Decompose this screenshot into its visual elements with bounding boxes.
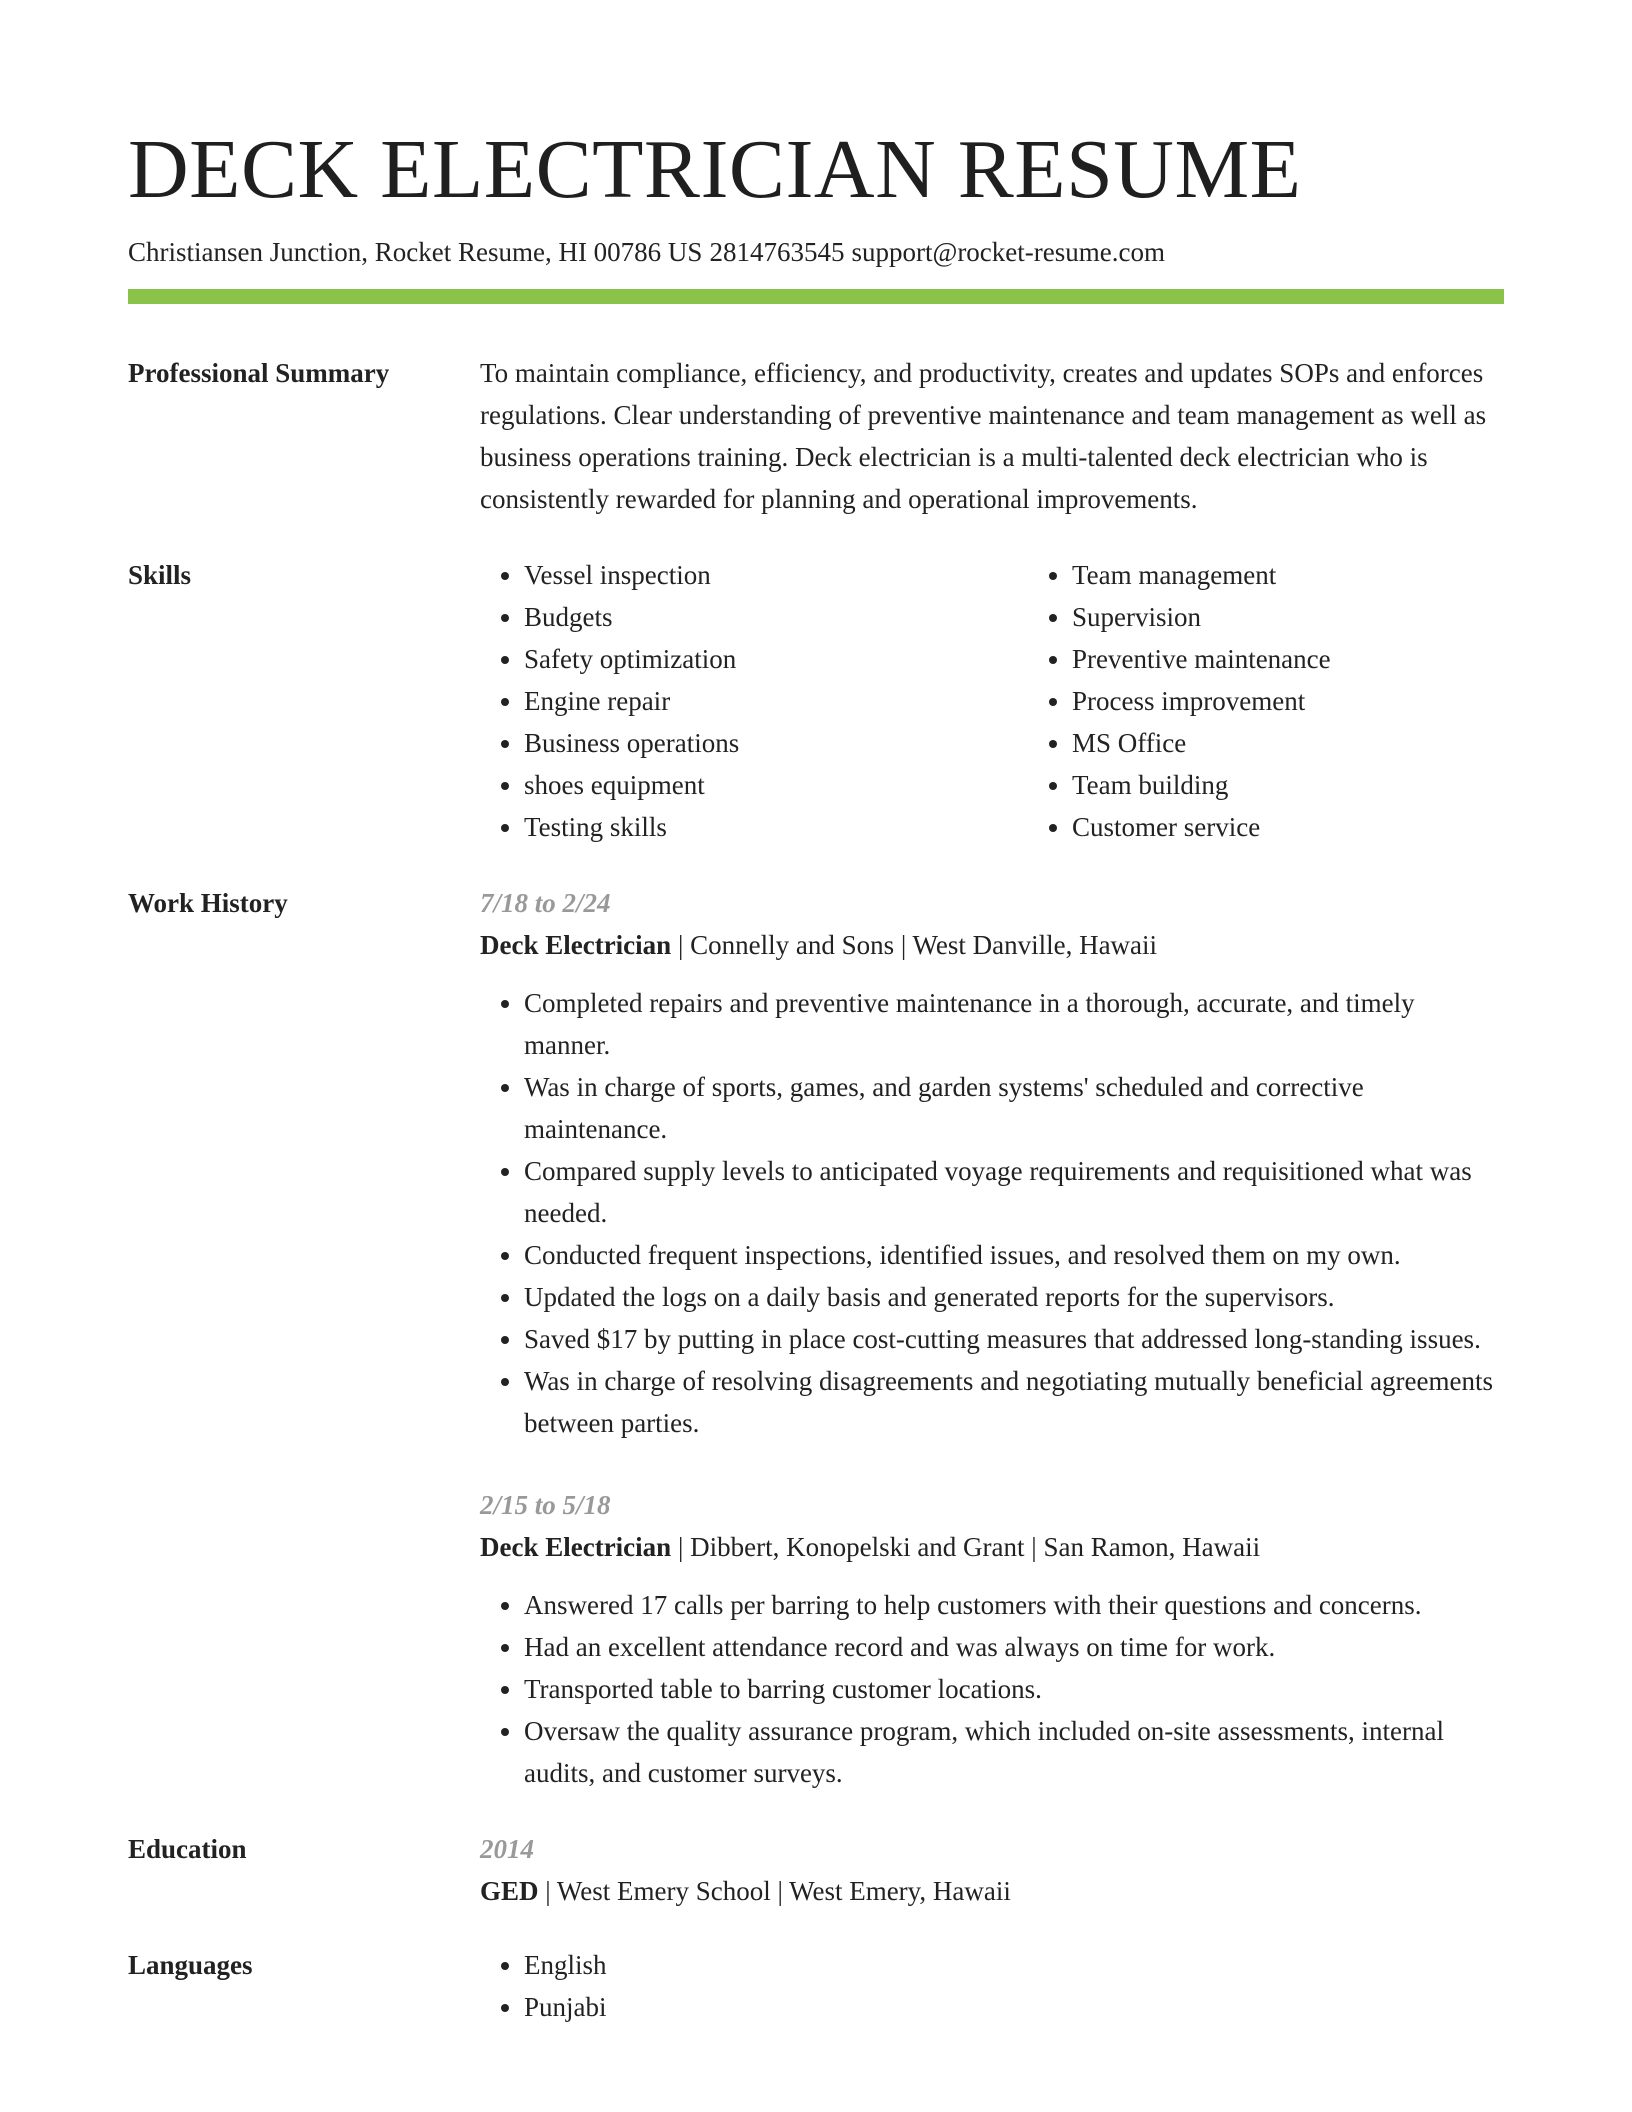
work-history-section (128, 882, 1504, 1794)
accent-divider (128, 289, 1504, 304)
job-bullet: • Was in charge of sports, games, and garden systems' scheduled and corrective maintenance. (524, 1066, 1504, 1150)
job-heading (480, 1526, 1504, 1568)
job-employer-location: | Dibbert, Konopelski and Grant | San Ramon, Hawaii (671, 1532, 1261, 1562)
job-title: Deck Electrician (480, 1532, 672, 1562)
languages-list (480, 1944, 1504, 2028)
skill-item: • Business operations (524, 722, 1028, 764)
languages-body (480, 1944, 1504, 2028)
education-body (480, 1828, 1504, 1912)
skills-list-right (1028, 554, 1576, 848)
skill-item: • Safety optimization (524, 638, 1028, 680)
job-bullet: • Completed repairs and preventive maintenance in a thorough, accurate, and timely manner. (524, 982, 1504, 1066)
languages-label: Languages (128, 1950, 253, 1980)
contact-email: support@rocket-resume.com (851, 237, 1165, 267)
job-bullet: • Compared supply levels to anticipated voyage requirements and requisitioned what was needed. (524, 1150, 1504, 1234)
job-bullet: • Oversaw the quality assurance program, which included on-site assessments, internal audits, and customer surveys. (524, 1710, 1504, 1794)
job-employer-location: | Connelly and Sons | West Danville, Hawaii (671, 930, 1158, 960)
skill-item: • Team management (1072, 554, 1576, 596)
job-bullet: • Had an excellent attendance record and was always on time for work. (524, 1626, 1504, 1668)
work-history-label: Work History (128, 888, 288, 918)
job-bullet: • Transported table to barring customer locations. (524, 1668, 1504, 1710)
education-section (128, 1828, 1504, 1912)
resume-page (128, 118, 1504, 2028)
skill-item: • Preventive maintenance (1072, 638, 1576, 680)
job-entry (480, 1484, 1504, 1794)
education-year: 2014 (480, 1834, 534, 1864)
education-school-location: | West Emery School | West Emery, Hawaii (538, 1876, 1011, 1906)
job-bullet: • Answered 17 calls per barring to help customers with their questions and concerns. (524, 1584, 1504, 1626)
skill-item: • Process improvement (1072, 680, 1576, 722)
skills-section (128, 554, 1504, 848)
job-bullet: • Conducted frequent inspections, identified issues, and resolved them on my own. (524, 1234, 1504, 1276)
skills-columns (480, 554, 1576, 848)
contact-line (128, 232, 1504, 272)
job-bullets (480, 1584, 1504, 1794)
skills-list-left (480, 554, 1028, 848)
languages-section (128, 1944, 1504, 2028)
contact-address: Christiansen Junction, Rocket Resume, HI 00786 US (128, 237, 703, 267)
skill-item: • Vessel inspection (524, 554, 1028, 596)
education-label: Education (128, 1834, 247, 1864)
skill-item: • MS Office (1072, 722, 1576, 764)
summary-label: Professional Summary (128, 358, 390, 388)
skill-item: • Budgets (524, 596, 1028, 638)
education-degree: GED (480, 1876, 539, 1906)
contact-phone: 2814763545 (709, 237, 845, 267)
language-item: • Punjabi (524, 1986, 1504, 2028)
job-bullet: • Updated the logs on a daily basis and generated reports for the supervisors. (524, 1276, 1504, 1318)
education-heading (480, 1870, 1504, 1912)
skill-item: • Testing skills (524, 806, 1028, 848)
job-bullets (480, 982, 1504, 1444)
skills-label: Skills (128, 560, 192, 590)
skill-item: • Supervision (1072, 596, 1576, 638)
language-item: • English (524, 1944, 1504, 1986)
job-heading (480, 924, 1504, 966)
job-dates: 7/18 to 2/24 (480, 888, 611, 918)
skill-item: • Team building (1072, 764, 1576, 806)
work-history-body (480, 882, 1504, 1794)
resume-title: DECK ELECTRICIAN RESUME (128, 123, 1302, 216)
skill-item: • Customer service (1072, 806, 1576, 848)
summary-section (128, 352, 1504, 520)
skill-item: • Engine repair (524, 680, 1028, 722)
job-dates: 2/15 to 5/18 (480, 1490, 611, 1520)
summary-text: To maintain compliance, efficiency, and productivity, creates and updates SOPs and enforces regulations. Clear understanding of preventive maintenance and team management as well as business operations training. Deck electrician is a multi-talented deck electrician who is consistently rewarded for planning and operational improvements. (480, 358, 1487, 514)
job-entry (480, 882, 1504, 1444)
skill-item: • shoes equipment (524, 764, 1028, 806)
job-bullet: • Was in charge of resolving disagreements and negotiating mutually beneficial agreements between parties. (524, 1360, 1504, 1444)
job-bullet: • Saved $17 by putting in place cost-cutting measures that addressed long-standing issues. (524, 1318, 1504, 1360)
job-title: Deck Electrician (480, 930, 672, 960)
